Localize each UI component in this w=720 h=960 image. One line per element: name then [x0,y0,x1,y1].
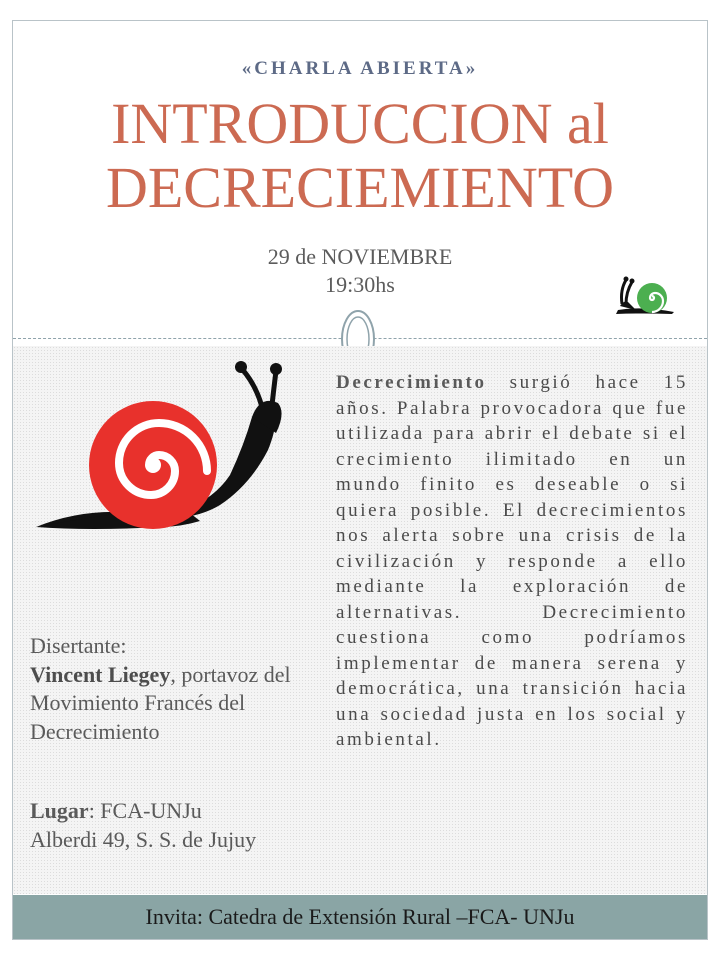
event-kicker: «CHARLA ABIERTA» [241,58,479,79]
event-date: 29 de NOVIEMBRE [267,244,453,269]
title-line-1: INTRODUCCION al [111,91,609,156]
description-lead: Decrecimiento [336,372,487,393]
speaker-role: , portavoz del Movimiento Francés del Decrecimiento [30,661,291,744]
venue-block [30,797,330,854]
speaker-name: Vincent Liegey [30,661,171,687]
speaker-block [30,632,330,746]
speaker-info [30,661,330,747]
poster-title [0,92,720,220]
speaker-label: Disertante: [30,633,127,658]
title-line-2: DECRECIEMIENTO [105,155,614,220]
footer-banner: Invita: Catedra de Extensión Rural –FCA- UNJu [13,895,707,939]
description-text: surgió hace 15 años. Palabra provocadora que fue utilizada para abrir el debate si el crecimiento ilimitado en un mundo finito es deseable o si quiera posible. El decrecimientos nos alerta sobre una crisis de la civilización y responde a ello mediante la exploración de alternativas. Decrecimiento cuestiona como podríamos implementar de manera serena y democrática, una transición hacia una sociedad justa en los social y ambiental. [336,372,688,750]
snail-illustration [30,355,290,540]
venue-address: Alberdi 49, S. S. de Jujuy [30,826,257,852]
venue-line [30,797,330,826]
venue-place: : FCA-UNJu [88,798,202,823]
description-paragraph [336,370,688,753]
event-time: 19:30hs [325,272,395,297]
small-snail-icon [612,270,678,316]
venue-label: Lugar [30,798,89,823]
